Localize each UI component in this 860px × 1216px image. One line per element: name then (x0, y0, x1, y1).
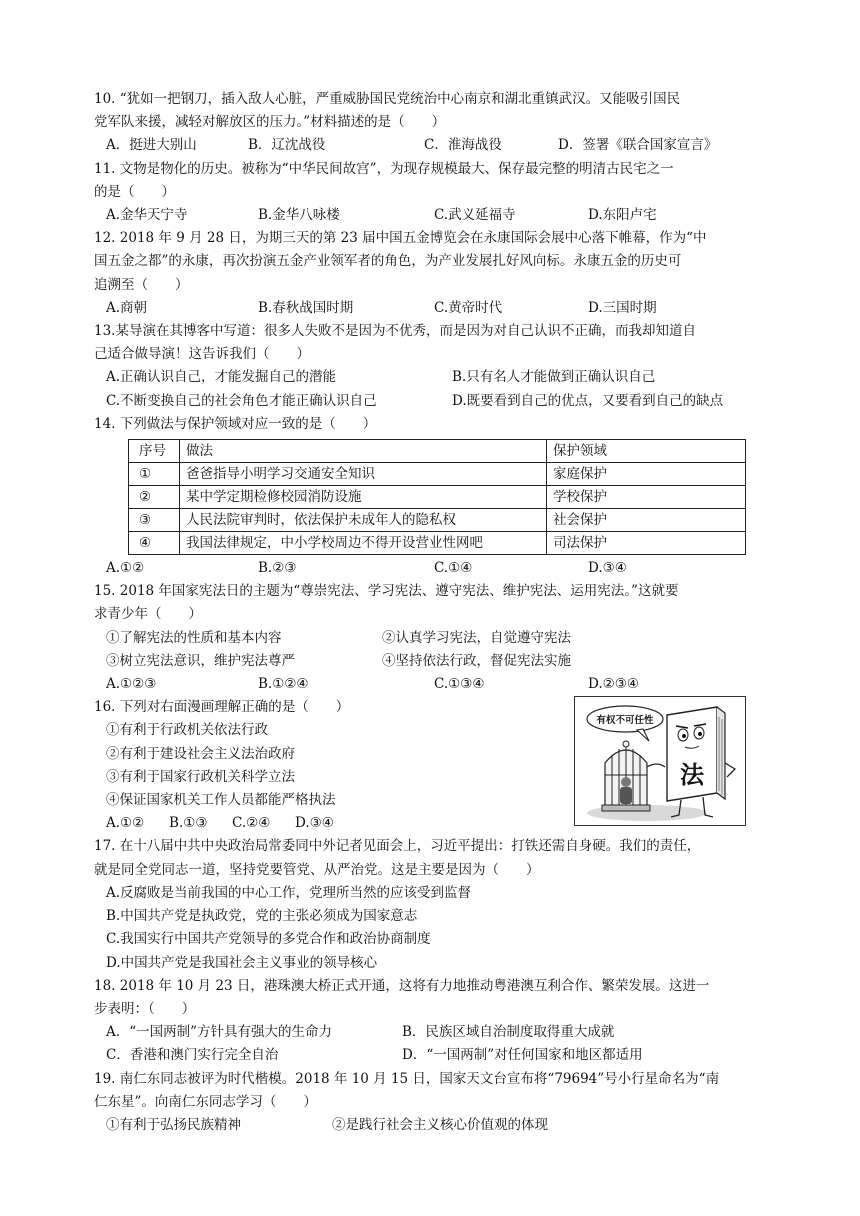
table-cell: ② (129, 486, 180, 509)
question-15-item-1: ①了解宪法的性质和基本内容 (106, 629, 282, 646)
question-17-option-d: D.中国共产党是我国社会主义事业的领导核心 (106, 954, 378, 971)
table-header-cell: 序号 (129, 440, 180, 463)
question-11-option-c: C.武义延福寺 (434, 207, 516, 224)
question-18-stem-line1: 18. 2018 年 10 月 23 日，港珠澳大桥正式开通，这将有力地推动粤港澳互利合作、繁荣发展。这进一 (94, 977, 710, 994)
question-19-stem-line1: 19. 南仁东同志被评为时代楷模。2018 年 10 月 15 日，国家天文台宣布将“79694”号小行星命名为“南 (94, 1070, 720, 1087)
question-18-option-b: B．民族区域自治制度取得重大成就 (402, 1024, 615, 1041)
table-cell: 某中学定期检修校园消防设施 (180, 486, 547, 509)
question-13-option-b: B.只有名人才能做到正确认识自己 (452, 369, 656, 386)
table-cell: 司法保护 (547, 532, 746, 555)
question-12-option-b: B.春秋战国时期 (258, 299, 354, 316)
question-18-option-c: C．香港和澳门实行完全自治 (106, 1047, 279, 1064)
question-12 (94, 227, 770, 320)
question-18 (94, 975, 770, 1068)
table-header-cell: 保护领域 (547, 440, 746, 463)
question-16-stem: 16. 下列对右面漫画理解正确的是（ ） (94, 699, 350, 716)
question-11-stem-line2: 的是（ ） (94, 183, 175, 200)
question-10 (94, 88, 770, 158)
question-15 (94, 580, 770, 696)
question-14 (94, 413, 770, 580)
cartoon-bubble-text: 有权不可任性 (596, 715, 654, 727)
question-12-option-c: C.黄帝时代 (434, 299, 503, 316)
question-10-option-b: B．辽沈战役 (248, 137, 326, 154)
table-cell: 人民法院审判时，依法保护未成年人的隐私权 (180, 509, 547, 532)
question-16-option-a: A.①② (106, 815, 145, 832)
question-19-item-1: ①有利于弘扬民族精神 (106, 1116, 241, 1133)
question-10-stem-line1: 10. “犹如一把钢刀，插入敌人心脏，严重威胁国民党统治中心南京和湖北重镇武汉。又能吸引国民 (94, 91, 681, 107)
question-11-option-a: A.金华天宁寺 (106, 207, 188, 224)
question-18-option-d: D．“一国两制”对任何国家和地区都适用 (402, 1047, 643, 1064)
question-16-item-3: ③有利于国家行政机关科学立法 (106, 768, 295, 785)
question-13-stem-line2: 己适合做导演！这告诉我们（ ） (94, 346, 310, 363)
table-header-cell: 做法 (180, 440, 547, 463)
question-11 (94, 158, 770, 228)
question-17-stem-line1: 17. 在十八届中共中央政治局常委同中外记者见面会上，习近平提出：打铁还需自身硬。我们的责任， (94, 838, 701, 855)
question-11-stem-line1: 11. 文物是物化的历史。被称为“中华民间故宫”，为现存规模最大、保存最完整的明清古民宅之一 (94, 160, 674, 177)
question-13-stem-line1: 13.某导演在其博客中写道：很多人失败不是因为不优秀，而是因为对自己认识不正确，而我却知道自 (94, 323, 696, 340)
question-15-stem-line1: 15. 2018 年国家宪法日的主题为“尊崇宪法、学习宪法、遵守宪法、维护宪法、运用宪法。”这就要 (94, 583, 679, 600)
cartoon-illustration (575, 697, 745, 825)
question-16 (94, 696, 770, 835)
question-13-option-c: C.不断变换自己的社会角色才能正确认识自己 (106, 392, 377, 409)
question-12-option-a: A.商朝 (106, 299, 148, 316)
question-12-stem-line1: 12. 2018 年 9 月 28 日，为期三天的第 23 届中国五金博览会在永康国际会展中心落下帷幕，作为“中 (94, 230, 707, 247)
question-15-option-d: D.②③④ (588, 676, 639, 693)
cartoon-book-character: 法 (680, 761, 704, 790)
protection-table (128, 439, 746, 555)
question-19-item-2: ②是践行社会主义核心价值观的体现 (332, 1116, 548, 1133)
question-10-option-a: A．挺进大别山 (106, 137, 197, 154)
table-row (129, 463, 746, 486)
question-13 (94, 320, 770, 413)
question-12-stem-line3: 追溯至（ ） (94, 276, 189, 293)
question-16-option-d: D.③④ (295, 815, 334, 832)
table-row (129, 509, 746, 532)
question-18-stem-line2: 步表明：（ ） (94, 1000, 196, 1017)
table-cell: ④ (129, 532, 180, 555)
question-17-stem-line2: 就是同全党同志一道，坚持党要管党、从严治党。这是主要是因为（ ） (94, 861, 540, 878)
question-14-option-b: B.②③ (258, 560, 297, 577)
table-cell: 家庭保护 (547, 463, 746, 486)
question-11-option-d: D.东阳卢宅 (588, 207, 657, 224)
question-16-item-1: ①有利于行政机关依法行政 (106, 722, 268, 739)
question-12-option-d: D.三国时期 (588, 299, 657, 316)
table-cell: ③ (129, 509, 180, 532)
question-14-option-c: C.①④ (434, 560, 473, 577)
table-header-row (129, 440, 746, 463)
question-16-option-b: B.①③ (169, 815, 208, 832)
question-16-item-4: ④保证国家机关工作人员都能严格执法 (106, 792, 336, 809)
question-16-option-c: C.②④ (232, 815, 271, 832)
table-cell: 学校保护 (547, 486, 746, 509)
table-cell: 社会保护 (547, 509, 746, 532)
exam-page (94, 88, 770, 1137)
question-10-stem-line2: 党军队来援，减轻对解放区的压力。”材料描述的是（ ） (94, 114, 446, 131)
question-17-option-a: A.反腐败是当前我国的中心工作，党理所当然的应该受到监督 (106, 884, 472, 901)
question-17-option-c: C.我国实行中国共产党领导的多党合作和政治协商制度 (106, 931, 431, 948)
question-13-option-a: A.正确认识自己，才能发掘自己的潜能 (106, 369, 337, 386)
question-14-option-a: A.①② (106, 560, 145, 577)
question-13-option-d: D.既要看到自己的优点，又要看到自己的缺点 (452, 392, 724, 409)
question-15-option-a: A.①②③ (106, 676, 157, 693)
question-10-option-d: D．签署《联合国家宣言》 (558, 137, 718, 154)
table-cell: 我国法律规定，中小学校周边不得开设营业性网吧 (180, 532, 547, 555)
question-16-item-2: ②有利于建设社会主义法治政府 (106, 745, 295, 762)
question-10-option-c: C．淮海战役 (424, 137, 502, 154)
question-15-item-3: ③树立宪法意识，维护宪法尊严 (106, 652, 295, 669)
question-15-item-4: ④坚持依法行政，督促宪法实施 (382, 652, 571, 669)
question-15-option-c: C.①③④ (434, 676, 485, 693)
question-15-item-2: ②认真学习宪法，自觉遵守宪法 (382, 629, 571, 646)
table-cell: 爸爸指导小明学习交通安全知识 (180, 463, 547, 486)
question-11-option-b: B.金华八咏楼 (258, 207, 340, 224)
question-14-stem: 14. 下列做法与保护领域对应一致的是（ ） (94, 415, 377, 432)
law-cartoon (574, 696, 746, 826)
question-12-stem-line2: 国五金之都”的永康，再次扮演五金产业领军者的角色，为产业发展扎好风向标。永康五金的历史可 (94, 253, 682, 270)
question-17 (94, 835, 770, 974)
question-19-stem-line2: 仁东星”。向南仁东同志学习（ ） (94, 1093, 317, 1110)
question-14-option-d: D.③④ (588, 560, 627, 577)
question-19 (94, 1068, 770, 1138)
question-15-stem-line2: 求青少年（ ） (94, 606, 202, 623)
question-18-option-a: A．“一国两制”方针具有强大的生命力 (106, 1024, 333, 1041)
table-cell: ① (129, 463, 180, 486)
question-15-option-b: B.①②④ (258, 676, 309, 693)
table-row (129, 486, 746, 509)
table-row (129, 532, 746, 555)
question-17-option-b: B.中国共产党是执政党，党的主张必须成为国家意志 (106, 908, 418, 925)
